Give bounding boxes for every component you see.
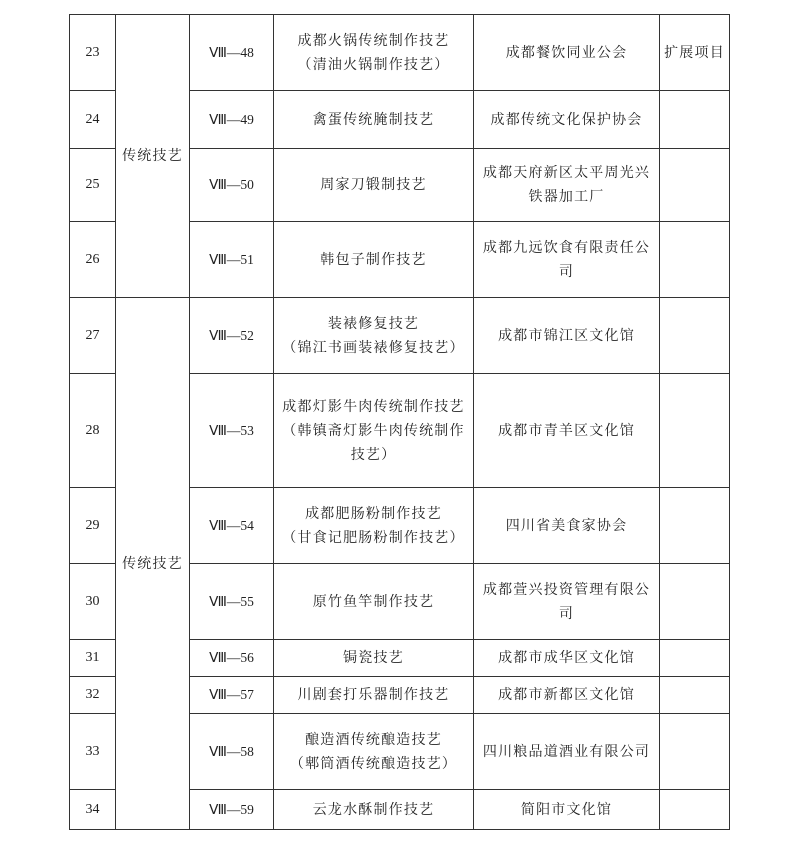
project-code: Ⅷ—51 xyxy=(190,222,274,298)
project-code: Ⅷ—54 xyxy=(190,488,274,564)
project-name xyxy=(274,640,474,677)
protection-unit xyxy=(474,374,660,488)
row-number: 32 xyxy=(70,677,116,714)
note-cell xyxy=(660,564,730,640)
protection-unit xyxy=(474,640,660,677)
note-cell xyxy=(660,91,730,149)
project-name-line: 云龙水酥制作技艺 xyxy=(312,801,435,818)
heritage-table xyxy=(69,14,730,830)
row-number: 33 xyxy=(70,714,116,790)
project-code: Ⅷ—53 xyxy=(190,374,274,488)
category-cell: 传统技艺 xyxy=(116,15,190,298)
project-name-line: 禽蛋传统腌制技艺 xyxy=(312,111,435,128)
protection-unit-line: 成都传统文化保护协会 xyxy=(490,111,643,128)
project-code: Ⅷ—48 xyxy=(190,15,274,91)
note-cell xyxy=(660,222,730,298)
protection-unit-line: 成都市成华区文化馆 xyxy=(498,650,635,666)
protection-unit-line: 司 xyxy=(558,605,575,622)
note-cell xyxy=(660,374,730,488)
project-name-line: （郫筒酒传统酿造技艺） xyxy=(289,755,458,772)
note-cell xyxy=(660,488,730,564)
protection-unit-line: 成都市青羊区文化馆 xyxy=(498,422,635,439)
project-name-line: （清油火锅制作技艺） xyxy=(297,56,450,73)
table-row xyxy=(70,15,730,91)
row-number: 24 xyxy=(70,91,116,149)
protection-unit xyxy=(474,298,660,374)
project-name xyxy=(274,91,474,149)
project-name-line: 周家刀锻制技艺 xyxy=(320,177,427,193)
protection-unit xyxy=(474,91,660,149)
protection-unit xyxy=(474,714,660,790)
note-cell xyxy=(660,640,730,677)
table-row xyxy=(70,298,730,374)
project-name-line: 技艺） xyxy=(350,446,397,463)
protection-unit-line: 四川省美食家协会 xyxy=(505,517,628,534)
project-name xyxy=(274,714,474,790)
protection-unit-line: 成都市锦江区文化馆 xyxy=(498,327,635,344)
project-code: Ⅷ—49 xyxy=(190,91,274,149)
project-name xyxy=(274,222,474,298)
project-name-line: 原竹鱼竿制作技艺 xyxy=(312,593,435,610)
project-name xyxy=(274,374,474,488)
row-number: 34 xyxy=(70,790,116,830)
project-code: Ⅷ—56 xyxy=(190,640,274,677)
project-code: Ⅷ—57 xyxy=(190,677,274,714)
project-name-line: 装裱修复技艺 xyxy=(327,315,420,332)
row-number: 29 xyxy=(70,488,116,564)
row-number: 30 xyxy=(70,564,116,640)
protection-unit-line: 成都九远饮食有限责任公 xyxy=(482,239,651,256)
row-number: 25 xyxy=(70,149,116,222)
protection-unit-line: 铁器加工厂 xyxy=(528,189,605,205)
protection-unit xyxy=(474,790,660,830)
project-name xyxy=(274,15,474,91)
project-name-line: 川剧套打乐器制作技艺 xyxy=(297,687,450,703)
protection-unit-line: 成都萱兴投资管理有限公 xyxy=(482,581,651,598)
note-cell xyxy=(660,298,730,374)
project-code: Ⅷ—59 xyxy=(190,790,274,830)
note-cell xyxy=(660,149,730,222)
row-number: 26 xyxy=(70,222,116,298)
project-name-line: 成都灯影牛肉传统制作技艺 xyxy=(282,398,465,415)
project-code: Ⅷ—50 xyxy=(190,149,274,222)
protection-unit-line: 司 xyxy=(558,263,575,280)
project-code: Ⅷ—52 xyxy=(190,298,274,374)
note-cell xyxy=(660,790,730,830)
row-number: 31 xyxy=(70,640,116,677)
project-name-line: （韩镇斋灯影牛肉传统制作 xyxy=(282,422,465,439)
project-code: Ⅷ—55 xyxy=(190,564,274,640)
protection-unit xyxy=(474,222,660,298)
project-name-line: 成都肥肠粉制作技艺 xyxy=(305,505,442,522)
project-name-line: 成都火锅传统制作技艺 xyxy=(297,32,450,49)
row-number: 28 xyxy=(70,374,116,488)
project-name-line: （甘食记肥肠粉制作技艺） xyxy=(282,529,465,546)
note-cell xyxy=(660,677,730,714)
project-name-line: 韩包子制作技艺 xyxy=(320,251,427,268)
project-name xyxy=(274,298,474,374)
project-name-line: 锔瓷技艺 xyxy=(343,650,404,666)
protection-unit-line: 成都天府新区太平周光兴 xyxy=(482,165,651,181)
protection-unit-line: 成都市新都区文化馆 xyxy=(498,687,635,703)
protection-unit xyxy=(474,677,660,714)
project-name xyxy=(274,488,474,564)
protection-unit-line: 简阳市文化馆 xyxy=(520,801,613,818)
project-name xyxy=(274,149,474,222)
protection-unit xyxy=(474,15,660,91)
project-name xyxy=(274,677,474,714)
project-code: Ⅷ—58 xyxy=(190,714,274,790)
row-number: 23 xyxy=(70,15,116,91)
project-name xyxy=(274,564,474,640)
project-name xyxy=(274,790,474,830)
note-cell xyxy=(660,714,730,790)
note-cell: 扩展项目 xyxy=(660,15,730,91)
protection-unit xyxy=(474,488,660,564)
category-cell: 传统技艺 xyxy=(116,298,190,830)
protection-unit xyxy=(474,564,660,640)
protection-unit-line: 四川粮品道酒业有限公司 xyxy=(482,743,651,760)
row-number: 27 xyxy=(70,298,116,374)
project-name-line: （锦江书画装裱修复技艺） xyxy=(282,339,465,356)
protection-unit xyxy=(474,149,660,222)
protection-unit-line: 成都餐饮同业公会 xyxy=(505,44,628,61)
project-name-line: 酿造酒传统酿造技艺 xyxy=(305,731,442,748)
